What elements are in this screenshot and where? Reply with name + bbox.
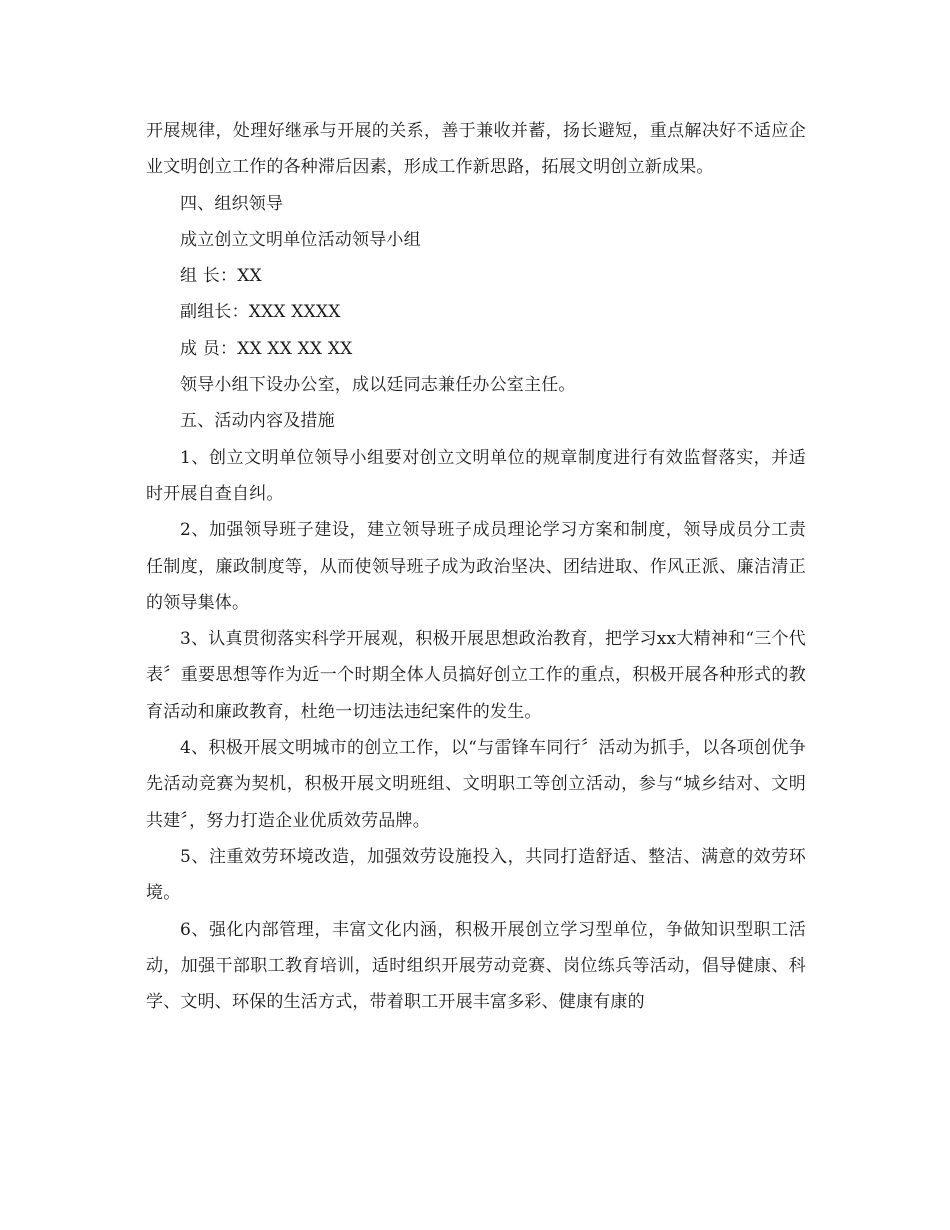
paragraph-members: 成 员：XX XX XX XX [180,338,353,359]
paragraph-group-leader: 组 长：XX [180,266,262,287]
list-item-4: 4、积极开展文明城市的创立工作，以“与雷锋车同行〞活动为抓手，以各项创优争先活动竞赛为契机，积极开展文明班组、文明职工等创立活动，参与“城乡结对、文明共建〞，努力打造企业优质效劳品牌。 [146,738,806,831]
section-heading-activities: 五、活动内容及措施 [180,411,335,432]
list-item-1: 1、创立文明单位领导小组要对创立文明单位的规章制度进行有效监督落实，并适时开展自查自纠。 [146,447,806,504]
section-heading-organization: 四、组织领导 [180,193,284,214]
list-item-2: 2、加强领导班子建设，建立领导班子成员理论学习方案和制度，领导成员分工责任制度，廉政制度等，从而使领导班子成为政治坚决、团结进取、作风正派、廉洁清正的领导集体。 [146,520,806,613]
paragraph-deputy-leader: 副组长：XXX XXXX [180,302,341,323]
list-item-5: 5、注重效劳环境改造，加强效劳设施投入，共同打造舒适、整洁、满意的效劳环境。 [146,846,806,904]
document-body [146,113,806,1020]
list-item-6: 6、强化内部管理，丰富文化内涵，积极开展创立学习型单位，争做知识型职工活动，加强干部职工教育培训，适时组织开展劳动竞赛、岗位练兵等活动，倡导健康、科学、文明、环保的生活方式，带着职工开展丰富多彩、健康有康的 [146,919,806,1013]
paragraph-continuation: 开展规律，处理好继承与开展的关系，善于兼收并蓄，扬长避短，重点解决好不适应企业文明创立工作的各种滞后因素，形成工作新思路，拓展文明创立新成果。 [146,121,806,178]
paragraph-office: 领导小组下设办公室，成以廷同志兼任办公室主任。 [180,375,576,396]
list-item-3: 3、认真贯彻落实科学开展观，积极开展思想政治教育，把学习xx大精神和“三个代表〞重要思想等作为近一个时期全体人员搞好创立工作的重点，积极开展各种形式的教育活动和廉政教育，杜绝一切违法违纪案件的发生。 [146,629,806,722]
paragraph-leadership-group: 成立创立文明单位活动领导小组 [180,229,421,250]
